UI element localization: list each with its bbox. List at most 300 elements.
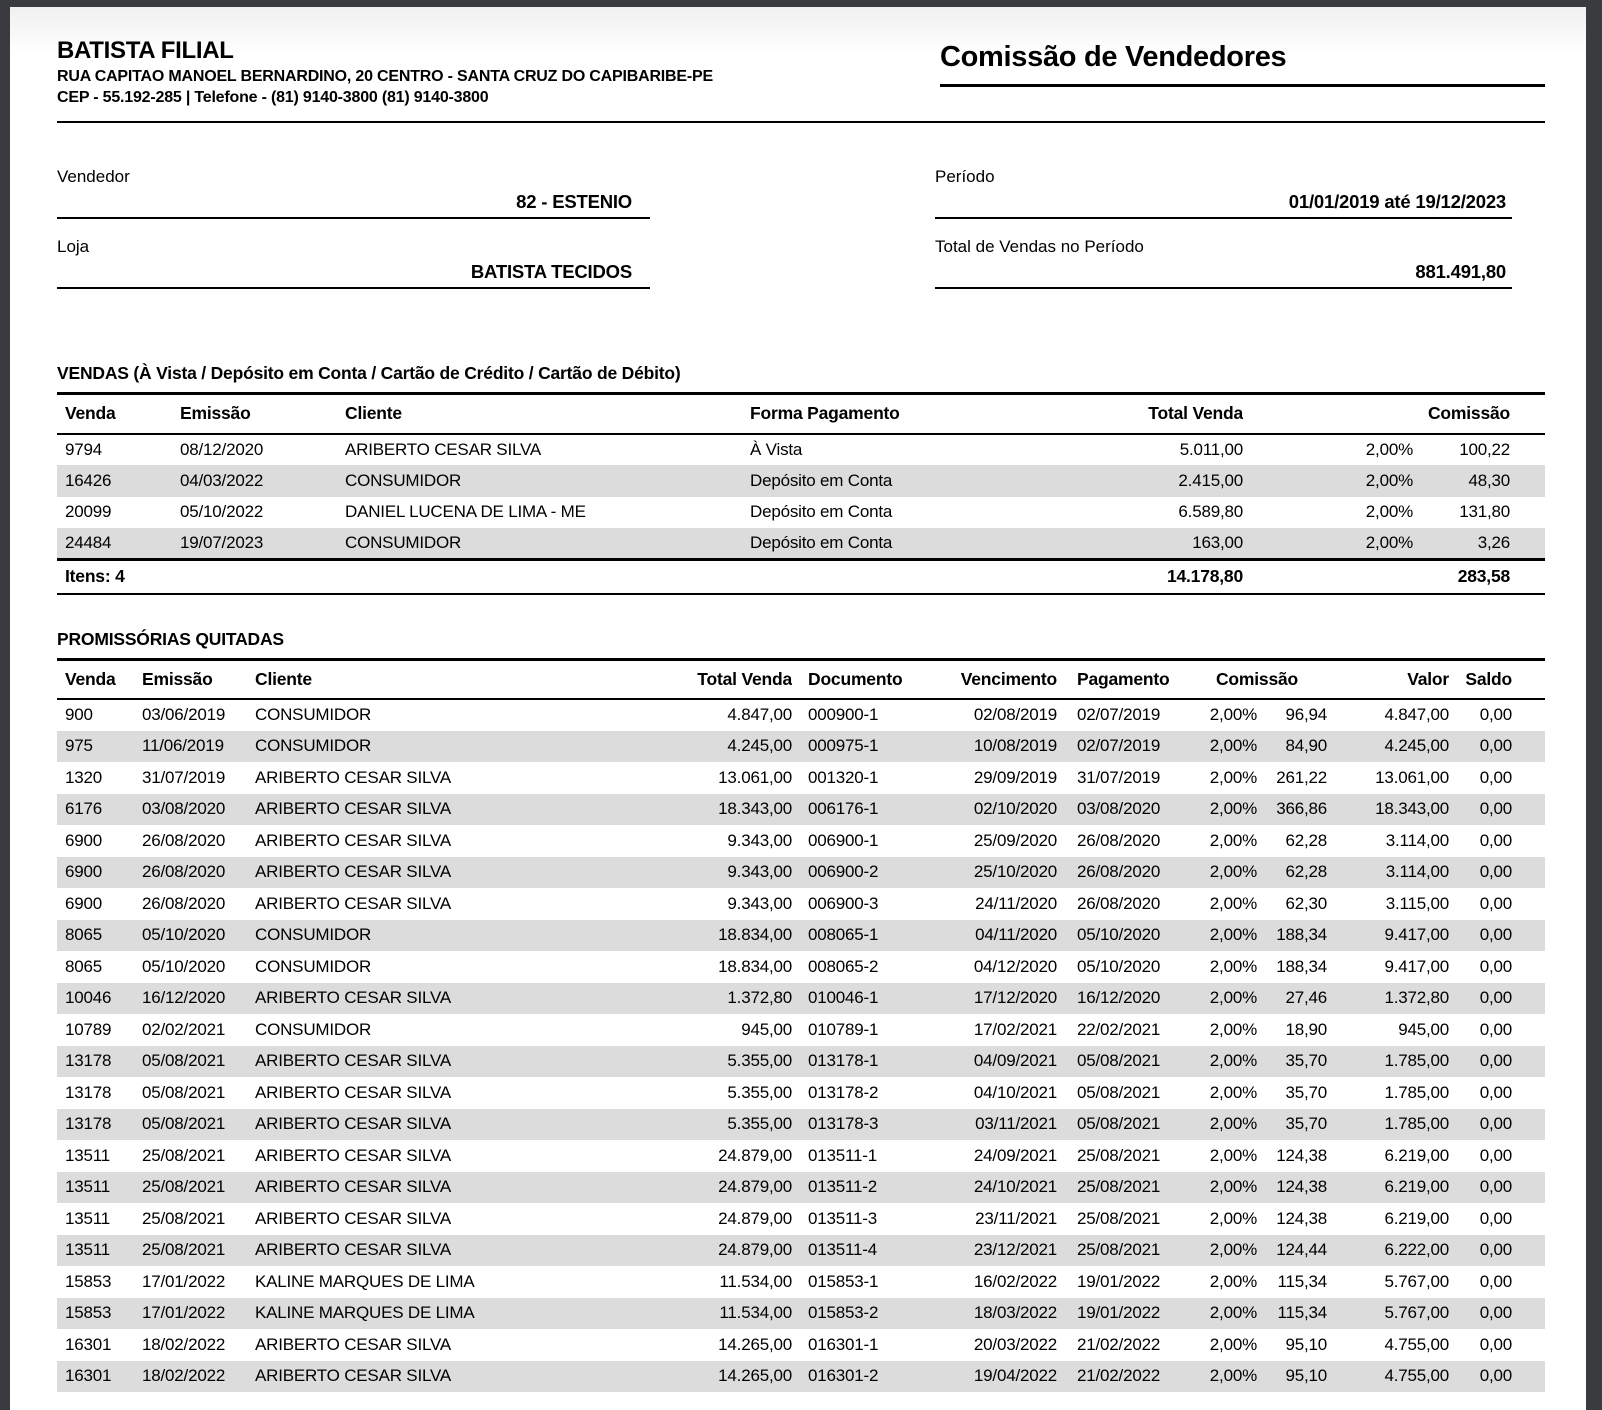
table-cell: 9.417,00 — [1384, 925, 1450, 945]
periodo-label: Período — [935, 167, 995, 186]
table-cell: Depósito em Conta — [750, 470, 893, 490]
table-cell: 05/10/2020 — [142, 956, 226, 976]
table-cell: 4.755,00 — [1384, 1334, 1450, 1354]
table-cell: 04/10/2021 — [973, 1082, 1057, 1102]
table-cell: 18.343,00 — [718, 799, 792, 819]
info-right-column — [935, 167, 1512, 307]
loja-field — [57, 237, 650, 289]
table-cell: 13.061,00 — [1375, 767, 1450, 787]
table-cell: CONSUMIDOR — [345, 470, 462, 490]
table-cell: 23/11/2021 — [975, 1208, 1057, 1228]
table-cell: 0,00 — [1479, 1334, 1513, 1354]
table-cell: 18/02/2022 — [142, 1334, 226, 1354]
table-cell: 25/08/2021 — [1077, 1208, 1161, 1228]
table-cell: 0,00 — [1479, 1303, 1513, 1323]
table-cell: 25/08/2021 — [1077, 1240, 1161, 1260]
table-cell: CONSUMIDOR — [255, 736, 372, 756]
company-block — [57, 37, 713, 107]
table-cell: 13511 — [65, 1177, 111, 1197]
table-cell: 1320 — [65, 767, 103, 787]
table-cell: 0,00 — [1479, 1051, 1513, 1071]
table-cell: 2,00% — [1209, 1051, 1257, 1071]
table-cell: 15853 — [65, 1271, 112, 1291]
table-cell: 05/08/2021 — [142, 1082, 226, 1102]
table-cell: 0,00 — [1479, 988, 1513, 1008]
table-row — [57, 1361, 1545, 1393]
table-row — [57, 434, 1545, 466]
table-cell: 013511-4 — [808, 1240, 877, 1260]
table-cell: 2,00% — [1209, 988, 1257, 1008]
table-cell: 17/01/2022 — [142, 1303, 226, 1323]
table-row — [57, 857, 1545, 889]
table-cell: 02/07/2019 — [1077, 705, 1161, 725]
table-cell: 0,00 — [1479, 705, 1513, 725]
table-cell: 015853-1 — [808, 1271, 879, 1291]
table-row — [57, 794, 1545, 826]
table-row — [57, 920, 1545, 952]
table-cell: 1.372,80 — [1384, 988, 1450, 1008]
vendedor-field — [57, 167, 650, 219]
table-cell: 261,22 — [1276, 767, 1328, 787]
table-cell: ARIBERTO CESAR SILVA — [345, 439, 541, 459]
table-cell: 2,00% — [1209, 1145, 1257, 1165]
table-cell: 000975-1 — [808, 736, 879, 756]
table-cell: 05/10/2020 — [1077, 925, 1161, 945]
table-cell: 0,00 — [1479, 767, 1513, 787]
table-cell: 5.011,00 — [1179, 439, 1243, 459]
table-cell: 19/01/2022 — [1077, 1271, 1161, 1291]
table-cell: 0,00 — [1479, 1145, 1513, 1165]
vendedor-label: Vendedor — [57, 167, 130, 186]
column-header-total-venda: Total Venda — [697, 668, 792, 689]
table-cell: 24.879,00 — [718, 1145, 792, 1165]
table-cell: ARIBERTO CESAR SILVA — [255, 1177, 451, 1197]
vendas-table — [57, 392, 1545, 595]
table-cell: 31/07/2019 — [142, 767, 226, 787]
table-cell: 115,34 — [1277, 1271, 1328, 1291]
table-cell: 013178-1 — [808, 1051, 879, 1071]
table-cell: 84,90 — [1285, 736, 1328, 756]
table-row — [57, 1298, 1545, 1330]
table-row — [57, 497, 1545, 529]
table-cell: 0,00 — [1479, 736, 1513, 756]
table-cell: 016301-2 — [808, 1366, 879, 1386]
total-vendas-field — [935, 237, 1512, 289]
table-cell: 1.785,00 — [1384, 1051, 1450, 1071]
table-cell: 6.219,00 — [1384, 1145, 1450, 1165]
table-cell: 62,28 — [1285, 862, 1328, 882]
table-cell: 26/08/2020 — [142, 862, 226, 882]
table-row — [57, 528, 1545, 560]
table-cell: 03/08/2020 — [1077, 799, 1161, 819]
table-cell: 26/08/2020 — [1077, 830, 1161, 850]
report-title-block — [940, 41, 1545, 87]
table-cell: 10789 — [65, 1019, 112, 1039]
table-cell: 25/08/2021 — [142, 1145, 226, 1165]
table-cell: CONSUMIDOR — [255, 705, 372, 725]
periodo-value: 01/01/2019 até 19/12/2023 — [1288, 191, 1506, 212]
table-cell: 131,80 — [1459, 502, 1511, 522]
table-cell: 19/07/2023 — [180, 533, 264, 552]
table-cell: 25/08/2021 — [142, 1177, 226, 1197]
table-row — [57, 699, 1545, 731]
column-header-saldo: Saldo — [1465, 668, 1513, 689]
info-left-column — [57, 167, 650, 307]
promissorias-section-title: PROMISSÓRIAS QUITADAS — [57, 628, 284, 649]
table-cell: 6900 — [65, 893, 103, 913]
table-cell: 2,00% — [1209, 1208, 1257, 1228]
vendas-section-title: VENDAS (À Vista / Depósito em Conta / Cartão de Crédito / Cartão de Débito) — [57, 363, 681, 383]
table-cell: 13511 — [65, 1240, 111, 1260]
table-cell: 25/08/2021 — [142, 1208, 226, 1228]
table-row — [57, 1046, 1545, 1078]
table-cell: 3.114,00 — [1385, 862, 1450, 882]
table-cell: 2,00% — [1209, 767, 1257, 787]
table-cell: 18.834,00 — [718, 956, 792, 976]
table-cell: 2,00% — [1209, 1240, 1257, 1260]
company-address: RUA CAPITAO MANOEL BERNARDINO, 20 CENTRO - SANTA CRUZ DO CAPIBARIBE-PE — [57, 68, 713, 85]
table-cell: 2,00% — [1209, 925, 1257, 945]
table-cell: 0,00 — [1479, 1114, 1513, 1134]
company-name: BATISTA FILIAL — [57, 37, 234, 64]
total-vendas-label: Total de Vendas no Período — [935, 237, 1144, 256]
vendas-table-header — [57, 394, 1545, 434]
table-cell: 0,00 — [1479, 956, 1513, 976]
table-cell: ARIBERTO CESAR SILVA — [255, 1082, 451, 1102]
table-cell: 188,34 — [1276, 956, 1328, 976]
table-cell: 16426 — [65, 470, 112, 490]
table-cell: 03/06/2019 — [142, 705, 226, 725]
table-cell: 0,00 — [1479, 1082, 1513, 1102]
table-row — [57, 825, 1545, 857]
table-cell: 001320-1 — [808, 767, 879, 787]
vendas-table-body — [57, 434, 1545, 560]
table-cell: 31/07/2019 — [1077, 767, 1161, 787]
table-cell: 16/12/2020 — [1077, 988, 1161, 1008]
table-cell: 9.343,00 — [727, 830, 792, 850]
table-cell: 0,00 — [1479, 1208, 1513, 1228]
promissorias-table-body — [57, 699, 1545, 1392]
table-cell: 2,00% — [1209, 1366, 1257, 1386]
table-cell: 16301 — [65, 1334, 112, 1354]
table-cell: 26/08/2020 — [142, 893, 226, 913]
table-cell: 163,00 — [1192, 533, 1243, 552]
table-row — [57, 1140, 1545, 1172]
table-cell: ARIBERTO CESAR SILVA — [255, 988, 451, 1008]
table-row — [57, 1235, 1545, 1267]
table-cell: 04/11/2020 — [975, 925, 1057, 945]
table-cell: 02/02/2021 — [142, 1019, 226, 1039]
table-cell: 24.879,00 — [718, 1240, 792, 1260]
table-cell: ARIBERTO CESAR SILVA — [255, 767, 451, 787]
table-cell: 05/08/2021 — [1077, 1082, 1161, 1102]
vendas-total-sum: 14.178,80 — [1166, 566, 1243, 587]
table-cell: 0,00 — [1479, 1271, 1513, 1291]
table-cell: ARIBERTO CESAR SILVA — [255, 830, 451, 850]
table-cell: 900 — [65, 705, 93, 725]
promissorias-section — [57, 629, 1545, 1393]
table-cell: 2,00% — [1365, 533, 1413, 552]
table-cell: 05/10/2020 — [1077, 956, 1161, 976]
table-cell: ARIBERTO CESAR SILVA — [255, 1114, 451, 1134]
table-cell: 1.785,00 — [1384, 1114, 1450, 1134]
table-cell: CONSUMIDOR — [255, 956, 372, 976]
table-cell: 2,00% — [1209, 1303, 1257, 1323]
vendas-items-count: Itens: 4 — [65, 566, 125, 587]
table-cell: Depósito em Conta — [750, 533, 893, 552]
promissorias-table-header — [57, 659, 1545, 699]
table-cell: 04/03/2022 — [180, 470, 264, 490]
table-cell: 11.534,00 — [719, 1271, 792, 1291]
table-cell: 11/06/2019 — [142, 736, 224, 756]
table-cell: 9.343,00 — [727, 893, 792, 913]
table-cell: 2,00% — [1209, 1082, 1257, 1102]
table-cell: 115,34 — [1277, 1303, 1328, 1323]
table-cell: 2,00% — [1209, 1114, 1257, 1134]
column-header-emissao: Emissão — [180, 403, 251, 424]
table-cell: À Vista — [750, 439, 803, 459]
table-cell: 10/08/2019 — [973, 736, 1057, 756]
table-cell: 6900 — [65, 862, 103, 882]
table-cell: 16/02/2022 — [973, 1271, 1057, 1291]
table-cell: 945,00 — [741, 1019, 792, 1039]
table-cell: 013511-1 — [808, 1145, 877, 1165]
column-header-venda: Venda — [65, 668, 116, 689]
table-cell: 0,00 — [1479, 893, 1513, 913]
vendas-section — [57, 363, 1545, 595]
vendas-totals-row — [57, 560, 1545, 594]
table-cell: 945,00 — [1398, 1019, 1450, 1039]
table-cell: 366,86 — [1276, 799, 1328, 819]
table-cell: 2,00% — [1209, 1334, 1257, 1354]
table-cell: 010789-1 — [808, 1019, 879, 1039]
table-cell: 18.834,00 — [718, 925, 792, 945]
table-cell: 27,46 — [1285, 988, 1328, 1008]
table-cell: 13178 — [65, 1051, 112, 1071]
table-cell: 25/10/2020 — [973, 862, 1057, 882]
table-cell: 2,00% — [1365, 502, 1413, 522]
table-cell: 48,30 — [1468, 470, 1511, 490]
table-row — [57, 951, 1545, 983]
table-cell: 1.372,80 — [727, 988, 792, 1008]
table-cell: 2,00% — [1365, 470, 1413, 490]
report-page — [10, 7, 1586, 1410]
vendas-comissao-sum: 283,58 — [1457, 566, 1511, 587]
table-cell: 0,00 — [1479, 1019, 1513, 1039]
table-row — [57, 1172, 1545, 1204]
table-cell: 3.114,00 — [1385, 830, 1450, 850]
table-cell: 2,00% — [1365, 439, 1413, 459]
table-cell: 05/10/2022 — [180, 502, 264, 522]
table-cell: 62,30 — [1285, 893, 1328, 913]
column-header-cliente: Cliente — [345, 403, 402, 424]
table-cell: 25/08/2021 — [142, 1240, 226, 1260]
table-cell: 35,70 — [1285, 1051, 1328, 1071]
column-header-vencimento: Vencimento — [960, 668, 1057, 689]
table-cell: 5.767,00 — [1384, 1271, 1450, 1291]
table-cell: 13.061,00 — [718, 767, 792, 787]
table-cell: 24484 — [65, 533, 112, 552]
table-cell: 24/11/2020 — [975, 893, 1057, 913]
column-header-forma-pagamento: Forma Pagamento — [750, 403, 900, 424]
loja-value: BATISTA TECIDOS — [470, 261, 632, 282]
table-cell: 02/08/2019 — [973, 705, 1057, 725]
promissorias-table — [57, 658, 1545, 1393]
table-cell: 24/09/2021 — [973, 1145, 1057, 1165]
table-cell: 3,26 — [1477, 533, 1511, 552]
table-cell: 18/03/2022 — [973, 1303, 1057, 1323]
column-header-total-venda: Total Venda — [1148, 403, 1243, 424]
table-cell: 04/09/2021 — [973, 1051, 1057, 1071]
table-cell: 24/10/2021 — [973, 1177, 1057, 1197]
table-cell: 124,38 — [1276, 1208, 1328, 1228]
column-header-documento: Documento — [808, 668, 903, 689]
table-cell: ARIBERTO CESAR SILVA — [255, 893, 451, 913]
table-row — [57, 983, 1545, 1015]
table-cell: 5.355,00 — [727, 1082, 792, 1102]
table-cell: 2,00% — [1209, 1019, 1257, 1039]
table-cell: 17/01/2022 — [142, 1271, 226, 1291]
table-cell: ARIBERTO CESAR SILVA — [255, 1240, 451, 1260]
table-cell: 35,70 — [1285, 1082, 1328, 1102]
report-header — [57, 37, 1545, 107]
table-cell: 62,28 — [1285, 830, 1328, 850]
table-cell: 10046 — [65, 988, 112, 1008]
vendas-footer-spacer — [1243, 560, 1413, 594]
table-cell: 95,10 — [1285, 1334, 1328, 1354]
table-cell: 2,00% — [1209, 1271, 1257, 1291]
column-header-comissao: Comissão — [1215, 668, 1299, 689]
table-cell: Depósito em Conta — [750, 502, 893, 522]
table-cell: 1.785,00 — [1384, 1082, 1450, 1102]
table-cell: 8065 — [65, 925, 103, 945]
table-cell: 20/03/2022 — [973, 1334, 1057, 1354]
table-cell: 05/08/2021 — [142, 1051, 226, 1071]
table-cell: 23/12/2021 — [973, 1240, 1057, 1260]
table-cell: 013511-3 — [808, 1208, 877, 1228]
table-cell: 0,00 — [1479, 862, 1513, 882]
company-cep-phone: CEP - 55.192-285 | Telefone - (81) 9140-3800 (81) 9140-3800 — [57, 89, 489, 106]
table-row — [57, 1266, 1545, 1298]
table-cell: CONSUMIDOR — [255, 1019, 372, 1039]
table-cell: 13511 — [65, 1208, 111, 1228]
table-cell: 2,00% — [1209, 1177, 1257, 1197]
column-header-venda: Venda — [65, 403, 116, 424]
table-cell: 2,00% — [1209, 862, 1257, 882]
table-cell: 2,00% — [1209, 893, 1257, 913]
table-cell: 08/12/2020 — [180, 439, 264, 459]
table-cell: 25/08/2021 — [1077, 1145, 1161, 1165]
table-cell: 03/11/2021 — [975, 1114, 1057, 1134]
table-row — [57, 1203, 1545, 1235]
loja-label: Loja — [57, 237, 90, 256]
table-cell: 008065-2 — [808, 956, 879, 976]
table-cell: 26/08/2020 — [1077, 862, 1161, 882]
table-cell: 25/09/2020 — [973, 830, 1057, 850]
table-cell: 013511-2 — [808, 1177, 877, 1197]
table-cell: 4.245,00 — [1384, 736, 1450, 756]
table-cell: 9794 — [65, 439, 103, 459]
table-cell: ARIBERTO CESAR SILVA — [255, 799, 451, 819]
table-cell: 18,90 — [1285, 1019, 1328, 1039]
table-cell: 35,70 — [1285, 1114, 1328, 1134]
table-cell: ARIBERTO CESAR SILVA — [255, 862, 451, 882]
info-section — [57, 167, 1545, 307]
table-cell: 17/02/2021 — [973, 1019, 1057, 1039]
table-cell: 14.265,00 — [718, 1334, 792, 1354]
table-cell: 24.879,00 — [718, 1208, 792, 1228]
table-cell: 5.355,00 — [727, 1051, 792, 1071]
table-cell: 4.847,00 — [727, 705, 792, 725]
table-cell: 4.847,00 — [1384, 705, 1450, 725]
table-cell: 19/01/2022 — [1077, 1303, 1161, 1323]
column-header-pagamento: Pagamento — [1077, 668, 1170, 689]
vendedor-value: 82 - ESTENIO — [516, 191, 632, 212]
table-cell: 26/08/2020 — [1077, 893, 1161, 913]
table-cell: CONSUMIDOR — [255, 925, 372, 945]
table-cell: ARIBERTO CESAR SILVA — [255, 1145, 451, 1165]
column-header-cliente: Cliente — [255, 668, 312, 689]
table-cell: 16301 — [65, 1366, 112, 1386]
table-cell: 21/02/2022 — [1077, 1334, 1161, 1354]
table-cell: 6.219,00 — [1384, 1177, 1450, 1197]
table-row — [57, 1109, 1545, 1141]
table-cell: 2,00% — [1209, 956, 1257, 976]
table-cell: 975 — [65, 736, 93, 756]
table-cell: 0,00 — [1479, 1366, 1513, 1386]
table-cell: 124,44 — [1276, 1240, 1328, 1260]
table-cell: 2,00% — [1209, 799, 1257, 819]
table-cell: 9.343,00 — [727, 862, 792, 882]
table-cell: 22/02/2021 — [1077, 1019, 1161, 1039]
table-cell: 2,00% — [1209, 830, 1257, 850]
table-cell: 6900 — [65, 830, 103, 850]
table-cell: 013178-3 — [808, 1114, 879, 1134]
table-cell: 013178-2 — [808, 1082, 879, 1102]
table-cell: KALINE MARQUES DE LIMA — [255, 1271, 475, 1291]
table-cell: ARIBERTO CESAR SILVA — [255, 1208, 451, 1228]
table-cell: 188,34 — [1276, 925, 1328, 945]
table-cell: 9.417,00 — [1384, 956, 1450, 976]
table-cell: 2,00% — [1209, 736, 1257, 756]
header-divider — [57, 121, 1545, 123]
table-cell: 96,94 — [1285, 705, 1328, 725]
table-cell: 010046-1 — [808, 988, 879, 1008]
table-cell: 18/02/2022 — [142, 1366, 226, 1386]
table-cell: CONSUMIDOR — [345, 533, 462, 552]
table-cell: 25/08/2021 — [1077, 1177, 1161, 1197]
table-cell: 14.265,00 — [718, 1366, 792, 1386]
table-cell: 006176-1 — [808, 799, 879, 819]
table-cell: 016301-1 — [808, 1334, 879, 1354]
periodo-field — [935, 167, 1512, 219]
table-cell: 124,38 — [1276, 1177, 1328, 1197]
table-row — [57, 762, 1545, 794]
table-cell: 6.589,80 — [1178, 502, 1243, 522]
table-row — [57, 731, 1545, 763]
table-cell: 05/08/2021 — [1077, 1114, 1161, 1134]
table-cell: 015853-2 — [808, 1303, 879, 1323]
table-cell: 05/10/2020 — [142, 925, 226, 945]
table-cell: 4.755,00 — [1384, 1366, 1450, 1386]
table-cell: 008065-1 — [808, 925, 879, 945]
table-cell: 124,38 — [1276, 1145, 1328, 1165]
table-row — [57, 1077, 1545, 1109]
total-vendas-value: 881.491,80 — [1415, 261, 1506, 282]
table-cell: 24.879,00 — [718, 1177, 792, 1197]
table-cell: 02/10/2020 — [973, 799, 1057, 819]
table-cell: DANIEL LUCENA DE LIMA - ME — [345, 502, 586, 522]
